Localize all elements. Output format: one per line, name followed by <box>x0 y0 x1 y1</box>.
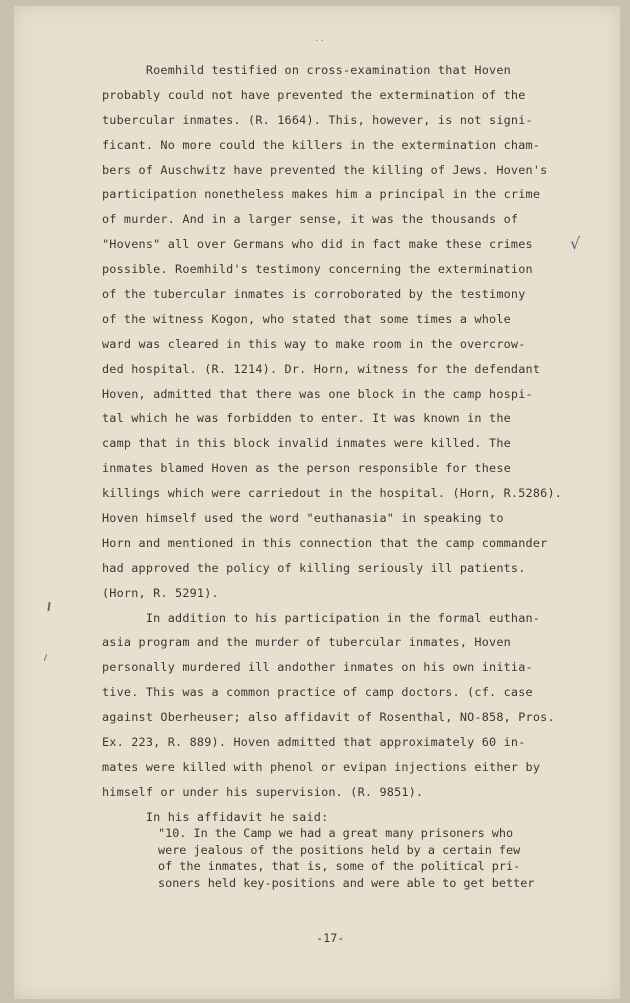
text-line: "Hovens" all over Germans who did in fact make these crimes <box>102 237 533 252</box>
header-mark: .. <box>314 34 325 44</box>
text-line: Ex. 223, R. 889). Hoven admitted that approximately 60 in- <box>102 735 526 750</box>
text-line: had approved the policy of killing seriously ill patients. <box>102 560 526 575</box>
text-line: of the witness Kogon, who stated that some times a whole <box>102 311 511 326</box>
margin-checkmark: √ <box>570 234 581 253</box>
quote-line: were jealous of the positions held by a certain few <box>158 842 521 857</box>
text-line: (Horn, R. 5291). <box>102 585 219 600</box>
text-line: In addition to his participation in the formal euthan- <box>102 610 541 625</box>
text-line: of the tubercular inmates is corroborated by the testimony <box>102 287 526 302</box>
text-line: possible. Roemhild's testimony concerning the extermination <box>102 262 533 277</box>
text-line: tubercular inmates. (R. 1664). This, however, is not signi- <box>102 112 533 127</box>
text-line: Horn and mentioned in this connection that the camp commander <box>102 535 548 550</box>
text-line: Roemhild testified on cross-examination that Hoven <box>102 63 511 77</box>
margin-mark <box>44 654 47 661</box>
text-line: personally murdered ill andother inmates on his own initia- <box>102 660 533 675</box>
text-line: mates were killed with phenol or evipan injections either by <box>102 759 541 774</box>
text-line: himself or under his supervision. (R. 9851). <box>102 784 424 799</box>
text-line: asia program and the murder of tubercular inmates, Hoven <box>102 635 511 650</box>
text-line: Hoven himself used the word "euthanasia" in speaking to <box>102 511 504 526</box>
text-line: ward was cleared in this way to make room in the overcrow- <box>102 336 526 351</box>
affidavit-quote <box>158 825 588 891</box>
quote-line: soners held key-positions and were able to get better <box>158 875 535 890</box>
page-number: -17- <box>316 931 345 945</box>
text-line: In his affidavit he said: <box>102 809 329 824</box>
body-text <box>102 58 581 830</box>
text-line: against Oberheuser; also affidavit of Rosenthal, NO-858, Pros. <box>102 710 555 725</box>
text-line: of murder. And in a larger sense, it was the thousands of <box>102 212 519 227</box>
quote-line: "10. In the Camp we had a great many prisoners who <box>158 826 514 840</box>
text-line: tal which he was forbidden to enter. It was known in the <box>102 411 511 426</box>
text-line: probably could not have prevented the extermination of the <box>102 87 526 102</box>
text-line: bers of Auschwitz have prevented the killing of Jews. Hoven's <box>102 162 548 177</box>
text-line: tive. This was a common practice of camp doctors. (cf. case <box>102 685 533 700</box>
margin-mark <box>47 602 50 611</box>
text-line: killings which were carriedout in the hospital. (Horn, R.5286). <box>102 486 563 501</box>
text-line: Hoven, admitted that there was one block in the camp hospi- <box>102 386 533 401</box>
text-line: ded hospital. (R. 1214). Dr. Horn, witness for the defendant <box>102 361 541 376</box>
text-line: inmates blamed Hoven as the person responsible for these <box>102 461 511 476</box>
text-line: participation nonetheless makes him a principal in the crime <box>102 187 541 202</box>
document-page <box>14 6 620 999</box>
text-line: camp that in this block invalid inmates were killed. The <box>102 436 511 451</box>
quote-line: of the inmates, that is, some of the political pri- <box>158 859 521 873</box>
text-line: ficant. No more could the killers in the extermination cham- <box>102 137 541 152</box>
